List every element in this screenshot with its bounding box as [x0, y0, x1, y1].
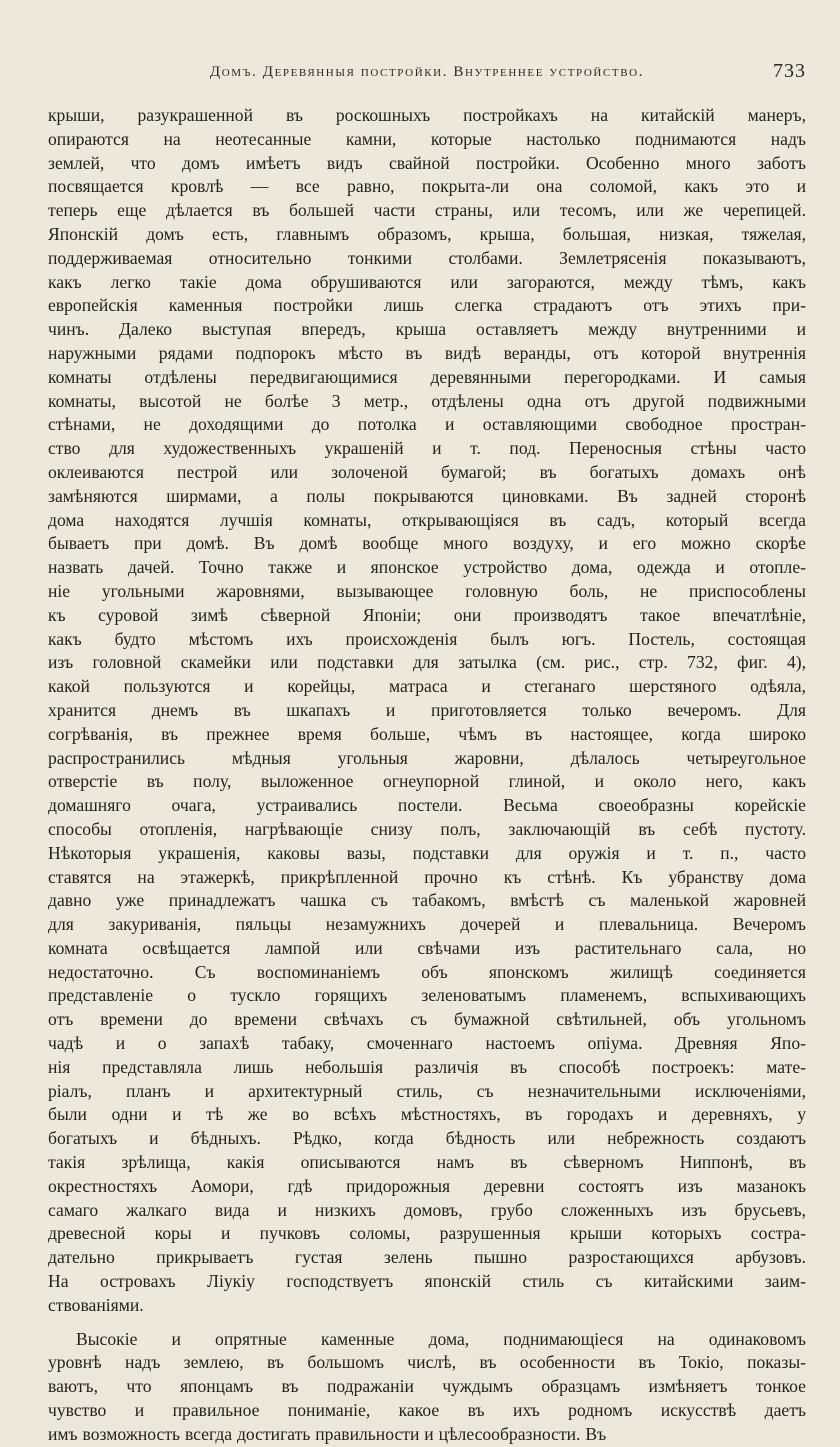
text-line: для закуриванія, пяльцы незамужнихъ дочерей и плевальница. Вечеромъ [48, 914, 806, 935]
text-line: крыши, разукрашенной въ роскошныхъ постройкахъ на китайскій манеръ, [48, 105, 806, 125]
text-line: Нѣкоторыя украшенія, каковы вазы, подставки для оружія и т. п., часто [48, 842, 806, 863]
text-line: недостаточно. Съ воспоминаніемъ объ японскомъ жилищѣ соединяется [48, 961, 806, 982]
text-line: какъ будто мѣстомъ ихъ происхожденія былъ югъ. Постель, состоящая [48, 628, 806, 649]
text-line: комната освѣщается лампой или свѣчами изъ растительнаго сала, но [48, 937, 806, 958]
text-line: ріалъ, планъ и архитектурный стиль, съ незначительными исключеніями, [48, 1080, 806, 1101]
text-line: отверстіе въ полу, выложенное огнеупорной глиной, и около него, какъ [48, 771, 806, 792]
text-line: замѣняются ширмами, а полы покрываются циновками. Въ задней сторонѣ [48, 485, 806, 506]
text-line: чувство и правильное пониманіе, какое въ ихъ родномъ искусствѣ даетъ [48, 1400, 806, 1421]
running-header [48, 60, 806, 90]
text-line: опираются на неотесанные камни, которые настолько поднимаются надъ [48, 128, 806, 149]
text-line: посвящается кровлѣ — все равно, покрыта-ли она соломой, какъ это и [48, 176, 806, 197]
paragraph-gap [48, 1318, 806, 1328]
text-line: представленіе о тускло горящихъ зеленоватымъ пламенемъ, вспыхивающихъ [48, 985, 806, 1006]
text-line: распространились мѣдныя угольныя жаровни, дѣлалось четыреугольное [48, 747, 806, 768]
text-line: ствованіями. [48, 1294, 144, 1315]
text-line: хранится днемъ въ шкапахъ и приготовляется только вечеромъ. Для [48, 699, 806, 720]
page-number: 733 [773, 60, 806, 82]
text-line: стѣнами, не доходящими до потолка и оставляющими свободное простран- [48, 414, 806, 435]
text-line: ваютъ, что японцамъ въ подражаніи чуждымъ образцамъ измѣняетъ тонкое [48, 1376, 806, 1397]
text-line: имъ возможность всегда достигать правильности и цѣлесообразности. Въ [48, 1423, 607, 1444]
text-line: На островахъ Ліукіу господствуетъ японскій стиль съ китайскими заим- [48, 1271, 806, 1292]
text-line: изъ головной скамейки или подставки для затылка (см. рис., стр. 732, фиг. 4), [48, 652, 806, 673]
text-line: давно уже принадлежатъ чашка съ табакомъ, вмѣстѣ съ маленькой жаровней [48, 890, 806, 911]
text-line: отъ времени до времени свѣчахъ съ бумажной свѣтильней, объ угольномъ [48, 1009, 806, 1030]
text-line: древесной коры и пучковъ соломы, разрушенныя крыши которыхъ состра- [48, 1223, 806, 1244]
text-line: комнаты, высотой не болѣе 3 метр., отдѣлены одна отъ другой подвижными [48, 390, 806, 411]
text-line: поддерживаемая относительно тонкими столбами. Землетрясенія показываютъ, [48, 247, 806, 268]
text-line: были одни и тѣ же во всѣхъ мѣстностяхъ, въ городахъ и деревняхъ, у [48, 1104, 806, 1125]
paragraph-2 [48, 1328, 806, 1447]
body-text [48, 104, 806, 1447]
text-line: европейскія каменныя постройки лишь слегка страдаютъ отъ этихъ при- [48, 295, 806, 316]
text-line: землей, что домъ имѣетъ видъ свайной постройки. Особенно много заботъ [48, 152, 806, 173]
text-line: дома находятся лучшія комнаты, открывающіяся въ садъ, который всегда [48, 509, 806, 530]
text-line: такія зрѣлища, какія описываются намъ въ сѣверномъ Ниппонѣ, въ [48, 1152, 806, 1173]
text-line: ніе угольными жаровнями, вызывающее головную боль, не приспособлены [48, 580, 806, 601]
text-line: дательно прикрываетъ густая зелень пышно разростающихся арбузовъ. [48, 1247, 806, 1268]
text-line: какой пользуются и корейцы, матраса и стеганаго шерстяного одѣяла, [48, 676, 806, 697]
text-line: чинъ. Далеко выступая впередъ, крыша оставляетъ между внутренними и [48, 319, 806, 340]
text-line: окрестностяхъ Аомори, гдѣ придорожныя деревни состоятъ изъ мазанокъ [48, 1175, 806, 1196]
text-line: оклеиваются пестрой или золоченой бумагой; въ богатыхъ домахъ онѣ [48, 461, 806, 482]
text-line: комнаты отдѣлены передвигающимися деревянными перегородками. И самыя [48, 366, 806, 387]
text-line: къ суровой зимѣ сѣверной Японіи; они производятъ такое впечатлѣніе, [48, 604, 806, 625]
text-line: ставятся на этажеркѣ, прикрѣпленной прочно къ стѣнѣ. Къ убранству дома [48, 866, 806, 887]
text-line: богатыхъ и бѣдныхъ. Рѣдко, когда бѣдность или небрежность создаютъ [48, 1128, 806, 1149]
text-line: согрѣванія, въ прежнее время больше, чѣмъ въ настоящее, когда широко [48, 723, 806, 744]
running-title: Домъ. Деревянныя постройки. Внутреннее устройство. [209, 64, 645, 80]
text-line: какъ легко такіе дома обрушиваются или загораются, между тѣмъ, какъ [48, 271, 806, 292]
text-line: бываетъ при домѣ. Въ домѣ вообще много воздуху, и его можно скорѣе [48, 533, 806, 554]
text-line: теперь еще дѣлается въ большей части страны, или тесомъ, или же черепицей. [48, 200, 806, 221]
text-line: наружными рядами подпорокъ мѣсто въ видѣ веранды, отъ которой внутреннія [48, 342, 806, 363]
text-line: домашняго очага, устраивались постели. Весьма своеобразны корейскіе [48, 795, 806, 816]
text-line: чадѣ и о запахѣ табаку, смоченнаго настоемъ опіума. Древняя Япо- [48, 1033, 806, 1054]
text-line: ство для художественныхъ украшеній и т. под. Переносныя стѣны часто [48, 438, 806, 459]
text-line: самаго жалкаго вида и низкихъ домовъ, грубо сложенныхъ изъ брусьевъ, [48, 1199, 806, 1220]
text-line: Высокіе и опрятные каменные дома, поднимающіеся на одинаковомъ [76, 1328, 806, 1349]
text-line: уровнѣ надъ землею, въ большомъ числѣ, въ особенности въ Токіо, показы- [48, 1352, 806, 1373]
text-line: назвать дачей. Точно также и японское устройство дома, одежда и отопле- [48, 557, 806, 578]
paragraph-1 [48, 104, 806, 1318]
text-line: Японскій домъ есть, главнымъ образомъ, крыша, большая, низкая, тяжелая, [48, 223, 806, 244]
text-line: нія представляла лишь небольшія различія въ способѣ построекъ: мате- [48, 1056, 806, 1077]
text-line: способы отопленія, нагрѣвающіе снизу полъ, заключающій въ себѣ пустоту. [48, 818, 806, 839]
